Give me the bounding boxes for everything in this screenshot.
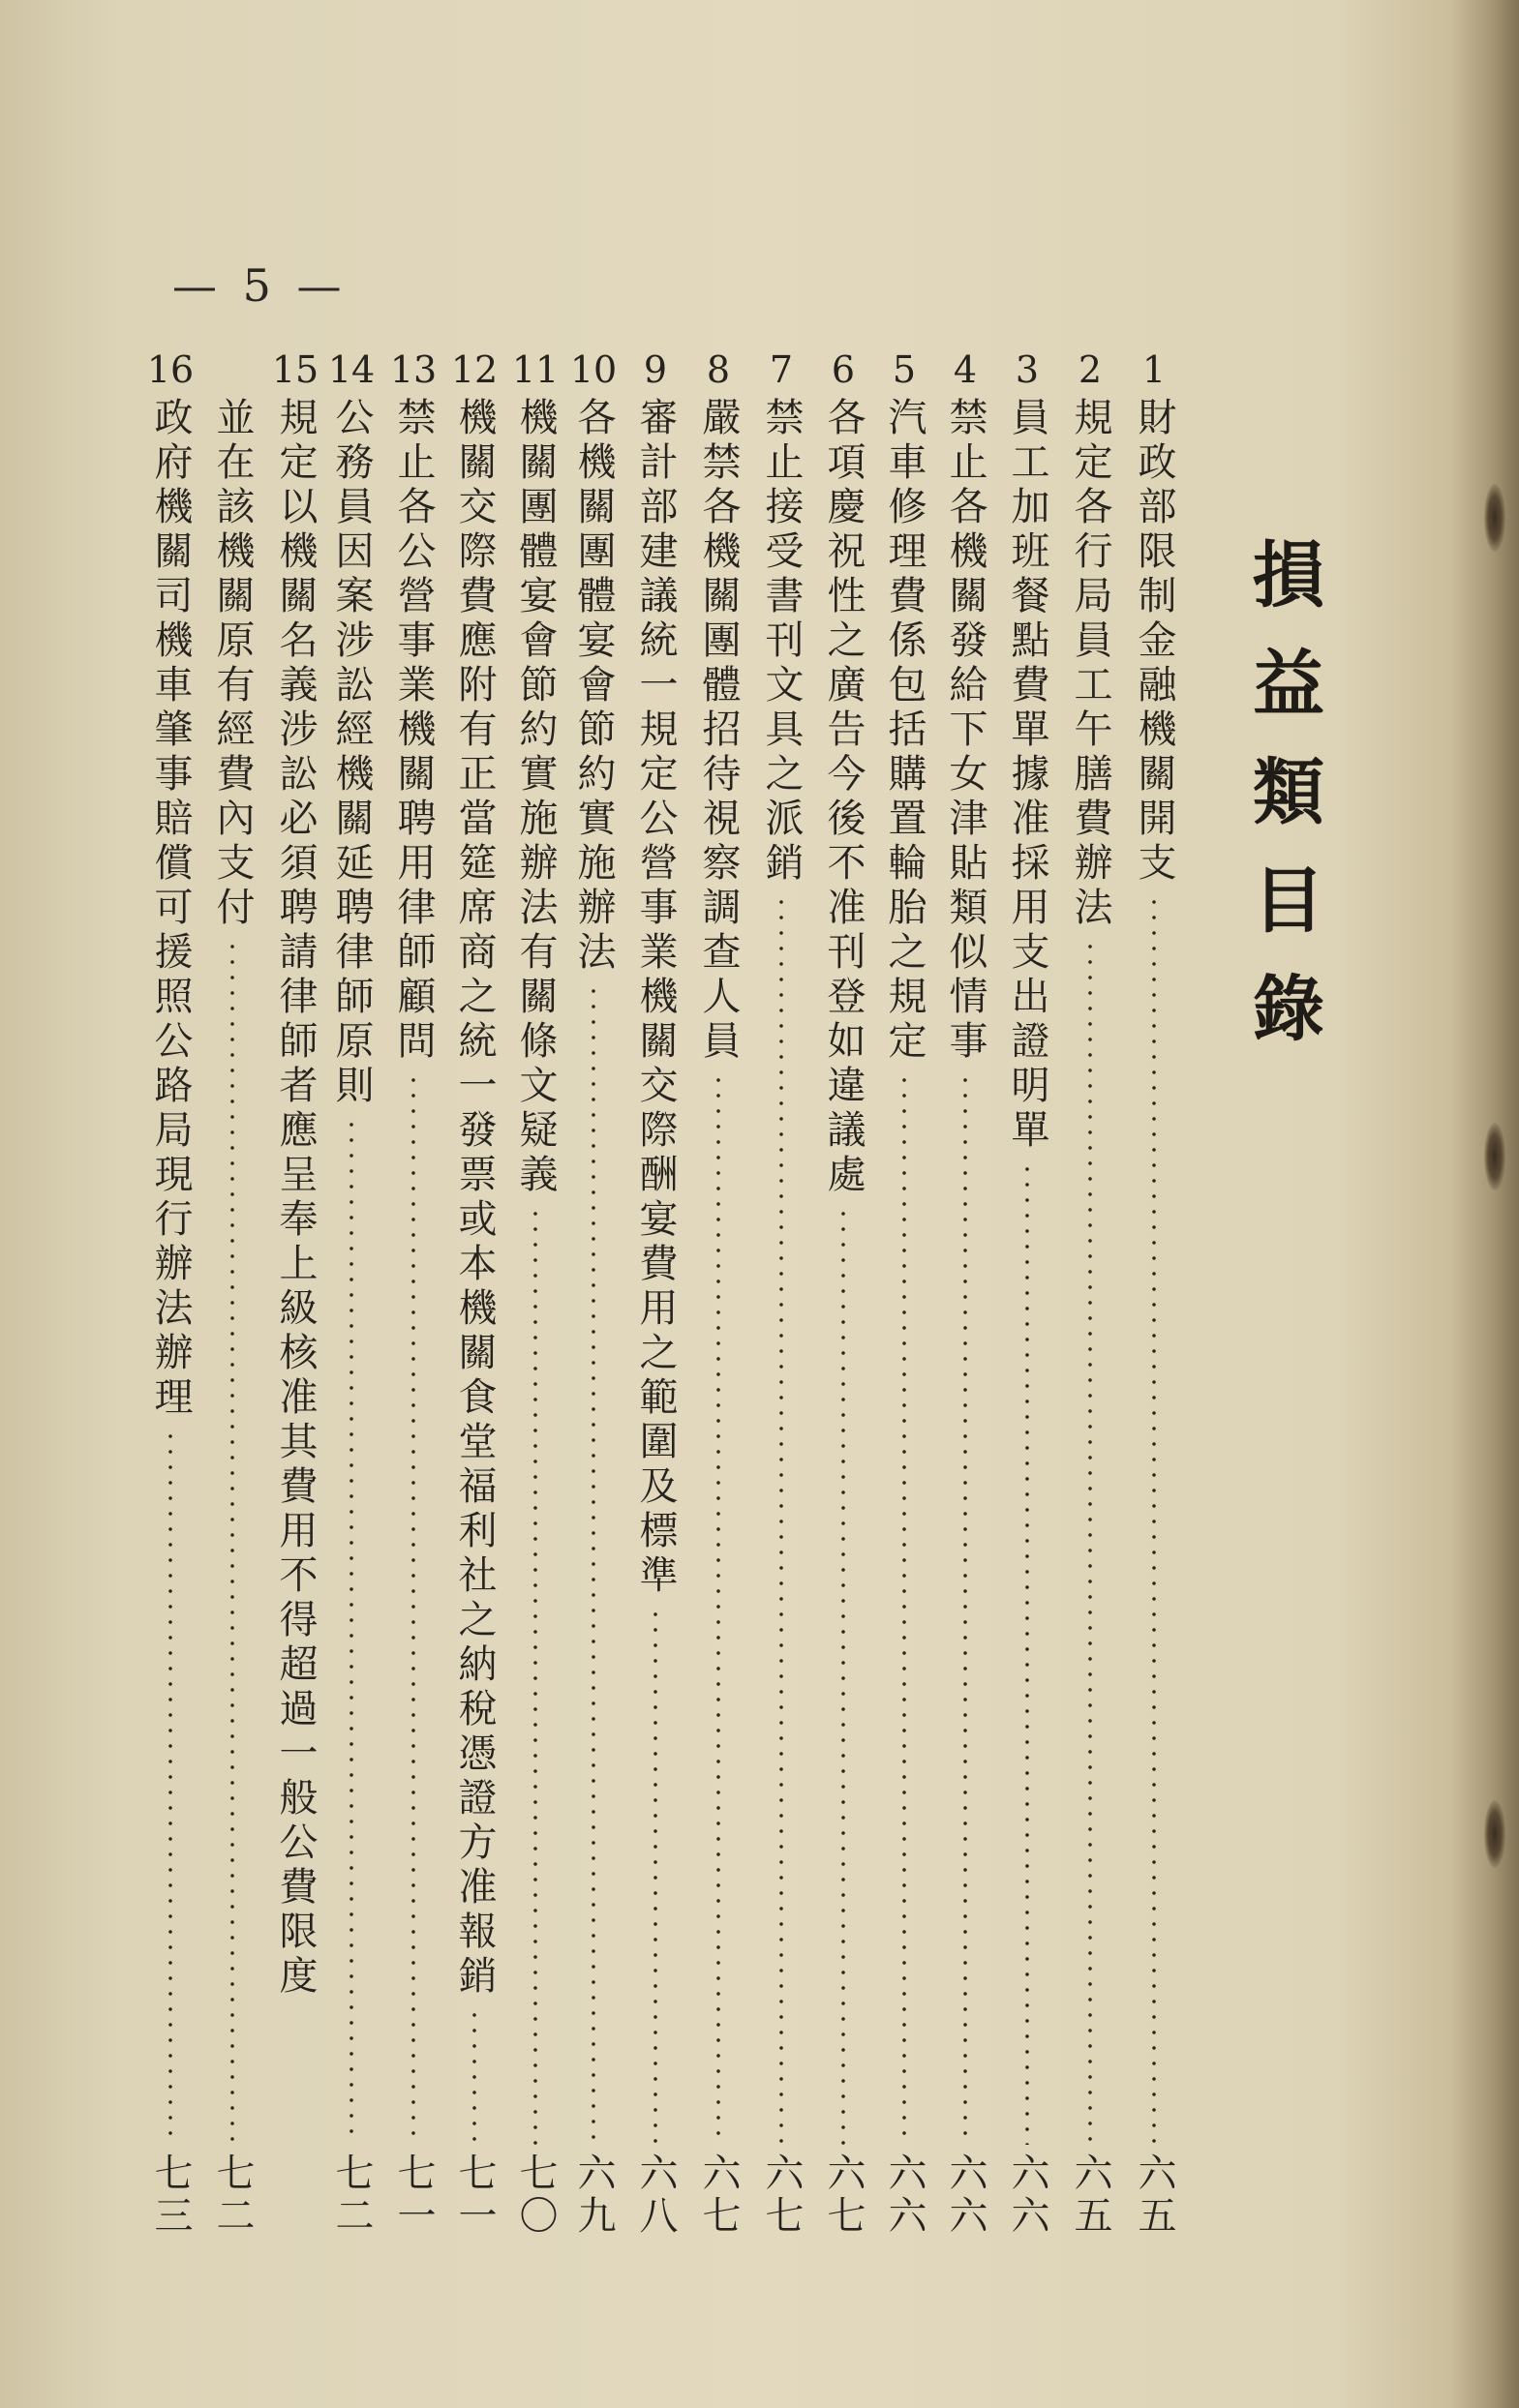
entry-page: 六八: [633, 2152, 678, 2238]
entry-number: 3: [1015, 348, 1040, 391]
entry-number: 9: [643, 348, 668, 391]
toc-entry: [1061, 350, 1119, 2238]
leader-dots: [715, 1072, 721, 2145]
toc-entry: [875, 350, 933, 2238]
page-title: 損益類目錄: [1241, 537, 1324, 1079]
leader-dots: [778, 894, 784, 2145]
entry-number: 15: [271, 348, 319, 391]
page-binding-shadow: [1451, 0, 1519, 2408]
leader-dots: [840, 1206, 846, 2145]
entry-number: 10: [569, 348, 618, 391]
leader-dots: [653, 1607, 658, 2145]
toc-entry: [689, 350, 747, 2238]
entry-title: 財政部限制金融機關開支: [1132, 397, 1176, 887]
entry-number: 2: [1078, 348, 1103, 391]
entry-title: 各項慶祝性之廣告今後不准刊登如違議處: [821, 397, 866, 1198]
entry-title: 審計部建議統一規定公營事業機關交際酬宴費用之範圍及標準: [633, 397, 678, 1599]
toc-entry: [322, 350, 380, 2238]
toc-entry: [564, 350, 623, 2238]
entry-page: 七二: [329, 2152, 374, 2238]
binding-stitch-hole: [1484, 1800, 1505, 1868]
leader-dots: [229, 939, 235, 2145]
leader-dots: [1087, 939, 1093, 2145]
toc-entry: [1125, 350, 1183, 2238]
entry-title: 各機關團體宴會節約實施辦法: [571, 397, 616, 976]
entry-title: 公務員因案涉訟經機關延聘律師原則: [329, 397, 374, 1109]
toc-entry: [936, 350, 994, 2238]
entry-page: 七一: [452, 2152, 497, 2238]
leader-dots: [901, 1072, 907, 2145]
entry-number: 1: [1141, 348, 1167, 391]
toc-entry: [626, 350, 684, 2238]
leader-dots: [1024, 1161, 1030, 2145]
entry-title: 禁止各機關發給下女津貼類似情事: [943, 397, 987, 1065]
leader-dots: [410, 1072, 416, 2145]
toc-entry: [998, 350, 1056, 2238]
binding-stitch-hole: [1484, 1123, 1505, 1190]
entry-title: 禁止各公營事業機關聘用律師顧問: [391, 397, 436, 1065]
entry-page: 六五: [1068, 2152, 1112, 2238]
leader-dots: [962, 1072, 968, 2145]
entry-page: 六七: [696, 2152, 741, 2238]
toc-entry: [384, 350, 442, 2238]
toc-entry-continuation: [203, 350, 261, 2238]
entry-page: 六九: [571, 2152, 616, 2238]
entry-title: 機關團體宴會節約實施辦法有關條文疑義: [513, 397, 558, 1198]
leader-dots: [591, 983, 596, 2145]
toc-entry: [266, 350, 324, 2238]
entry-page: 七一: [391, 2152, 436, 2238]
entry-number: 13: [389, 348, 438, 391]
entry-title: 規定各行局員工午膳費辦法: [1068, 397, 1112, 931]
entry-number: 4: [953, 348, 978, 391]
entry-page: 七三: [148, 2152, 193, 2238]
entry-number: 7: [769, 348, 794, 391]
toc-entry: [752, 350, 810, 2238]
leader-dots: [349, 1117, 354, 2145]
entry-number: 12: [450, 348, 499, 391]
entry-title: 汽車修理費係包括購置輪胎之規定: [882, 397, 927, 1065]
entry-page: 六六: [943, 2152, 987, 2238]
entry-number: 14: [327, 348, 376, 391]
entry-number: 11: [511, 348, 560, 391]
entry-page: 六五: [1132, 2152, 1176, 2238]
leader-dots: [1151, 894, 1157, 2145]
binding-stitch-hole: [1484, 484, 1505, 552]
toc-entry: [814, 350, 872, 2238]
toc-entry: [506, 350, 564, 2238]
entry-page: 六七: [821, 2152, 866, 2238]
leader-dots: [167, 1429, 173, 2145]
entry-title: 嚴禁各機關團體招待視察調查人員: [696, 397, 741, 1065]
toc-entry: [141, 350, 199, 2238]
entry-page: 七〇: [513, 2152, 558, 2238]
leader-dots: [532, 1206, 538, 2145]
entry-page: 七二: [210, 2152, 255, 2238]
entry-page: 六六: [882, 2152, 927, 2238]
entry-title: 並在該機關原有經費內支付: [210, 397, 255, 931]
entry-title: 規定以機關名義涉訟必須聘請律師者應呈奉上級核准其費用不得超過一般公費限度: [273, 397, 318, 2000]
entry-title: 機關交際費應附有正當筵席商之統一發票或本機關食堂福利社之納稅憑證方准報銷: [452, 397, 497, 2000]
leader-dots: [471, 2007, 477, 2145]
entry-title: 政府機關司機車肇事賠償可援照公路局現行辦法辦理: [148, 397, 193, 1421]
entry-page: 六六: [1005, 2152, 1049, 2238]
entry-title: 禁止接受書刊文具之派銷: [759, 397, 804, 887]
page-number: — 5 —: [172, 259, 348, 312]
entry-number: 8: [706, 348, 731, 391]
entry-number: 16: [146, 348, 195, 391]
entry-number: 5: [892, 348, 917, 391]
entry-number: 6: [831, 348, 856, 391]
entry-page: 六七: [759, 2152, 804, 2238]
entry-title: 員工加班餐點費單據准採用支出證明單: [1005, 397, 1049, 1154]
toc-entry: [445, 350, 503, 2238]
